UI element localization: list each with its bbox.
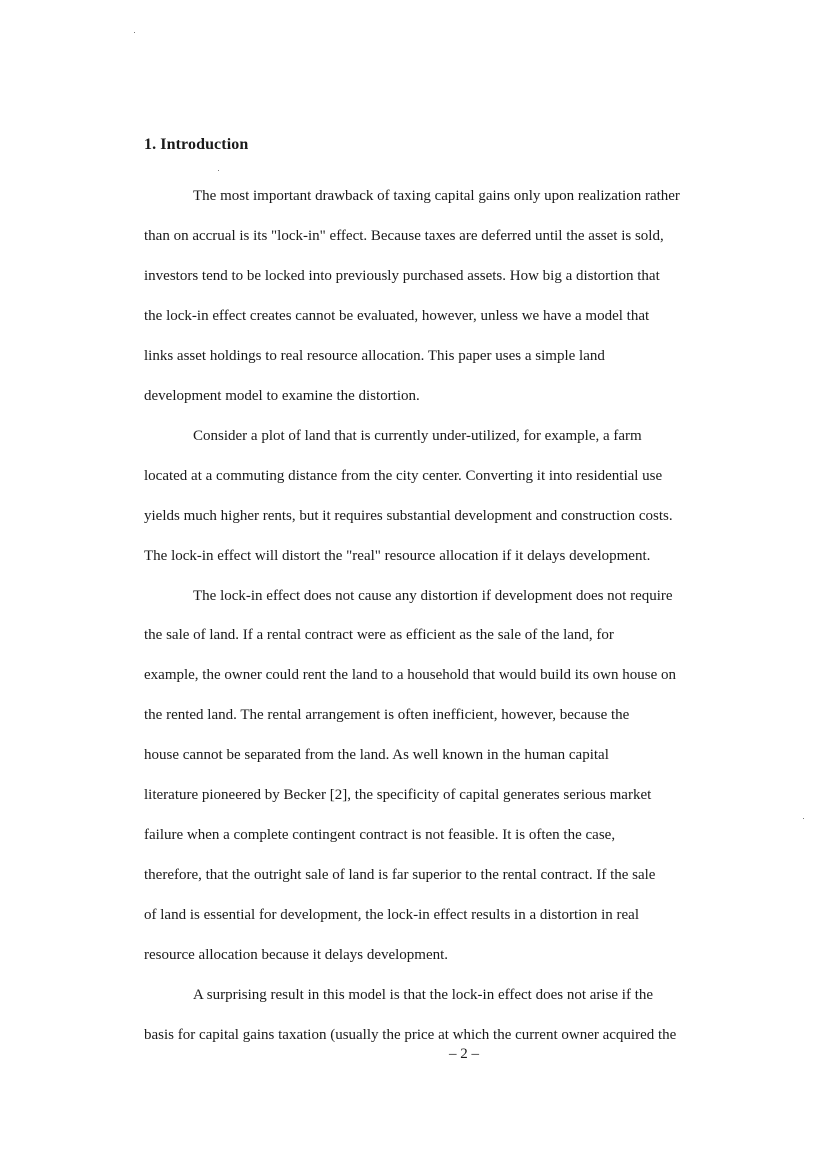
- paragraph-line: The lock-in effect does not cause any distortion if development does not require: [193, 588, 673, 604]
- paragraph-line: than on accrual is its "lock-in" effect. Because taxes are deferred until the asset is sold,: [144, 228, 664, 244]
- paragraph-line: A surprising result in this model is that the lock-in effect does not arise if the: [193, 987, 654, 1003]
- paragraph-line: investors tend to be locked into previously purchased assets. How big a distortion that: [144, 268, 660, 284]
- page-number: – 2 –: [449, 1046, 479, 1062]
- paragraph-line: development model to examine the distortion.: [144, 388, 420, 404]
- paragraph-line: links asset holdings to real resource allocation. This paper uses a simple land: [144, 348, 605, 364]
- paragraph-line: literature pioneered by Becker [2], the specificity of capital generates serious market: [144, 787, 652, 803]
- scan-speck: [218, 170, 219, 171]
- paragraph-line: located at a commuting distance from the city center. Converting it into residential use: [144, 468, 663, 484]
- paragraph-line: resource allocation because it delays development.: [144, 947, 449, 963]
- paragraph-line: house cannot be separated from the land. As well known in the human capital: [144, 747, 609, 763]
- scan-speck: [803, 818, 804, 819]
- paragraph-line: example, the owner could rent the land to a household that would build its own house on: [144, 667, 676, 683]
- paragraph-line: failure when a complete contingent contract is not feasible. It is often the case,: [144, 827, 616, 843]
- paragraph-line: of land is essential for development, the lock-in effect results in a distortion in real: [144, 907, 639, 923]
- paragraph-line: The lock-in effect will distort the "real" resource allocation if it delays development.: [144, 548, 651, 564]
- paragraph-line: therefore, that the outright sale of land is far superior to the rental contract. If the sale: [144, 867, 656, 883]
- paragraph-line: the lock-in effect creates cannot be evaluated, however, unless we have a model that: [144, 308, 650, 324]
- section-heading: 1. Introduction: [144, 136, 249, 153]
- scan-speck: [134, 32, 135, 33]
- paragraph-line: basis for capital gains taxation (usually the price at which the current owner acquired the: [144, 1027, 677, 1043]
- paragraph-line: the rented land. The rental arrangement is often inefficient, however, because the: [144, 707, 630, 723]
- paragraph-line: The most important drawback of taxing capital gains only upon realization rather: [193, 188, 680, 204]
- paragraph-line: yields much higher rents, but it requires substantial development and construction costs.: [144, 508, 673, 524]
- paragraph-line: Consider a plot of land that is currently under-utilized, for example, a farm: [193, 428, 642, 444]
- paragraph-line: the sale of land. If a rental contract were as efficient as the sale of the land, for: [144, 627, 614, 643]
